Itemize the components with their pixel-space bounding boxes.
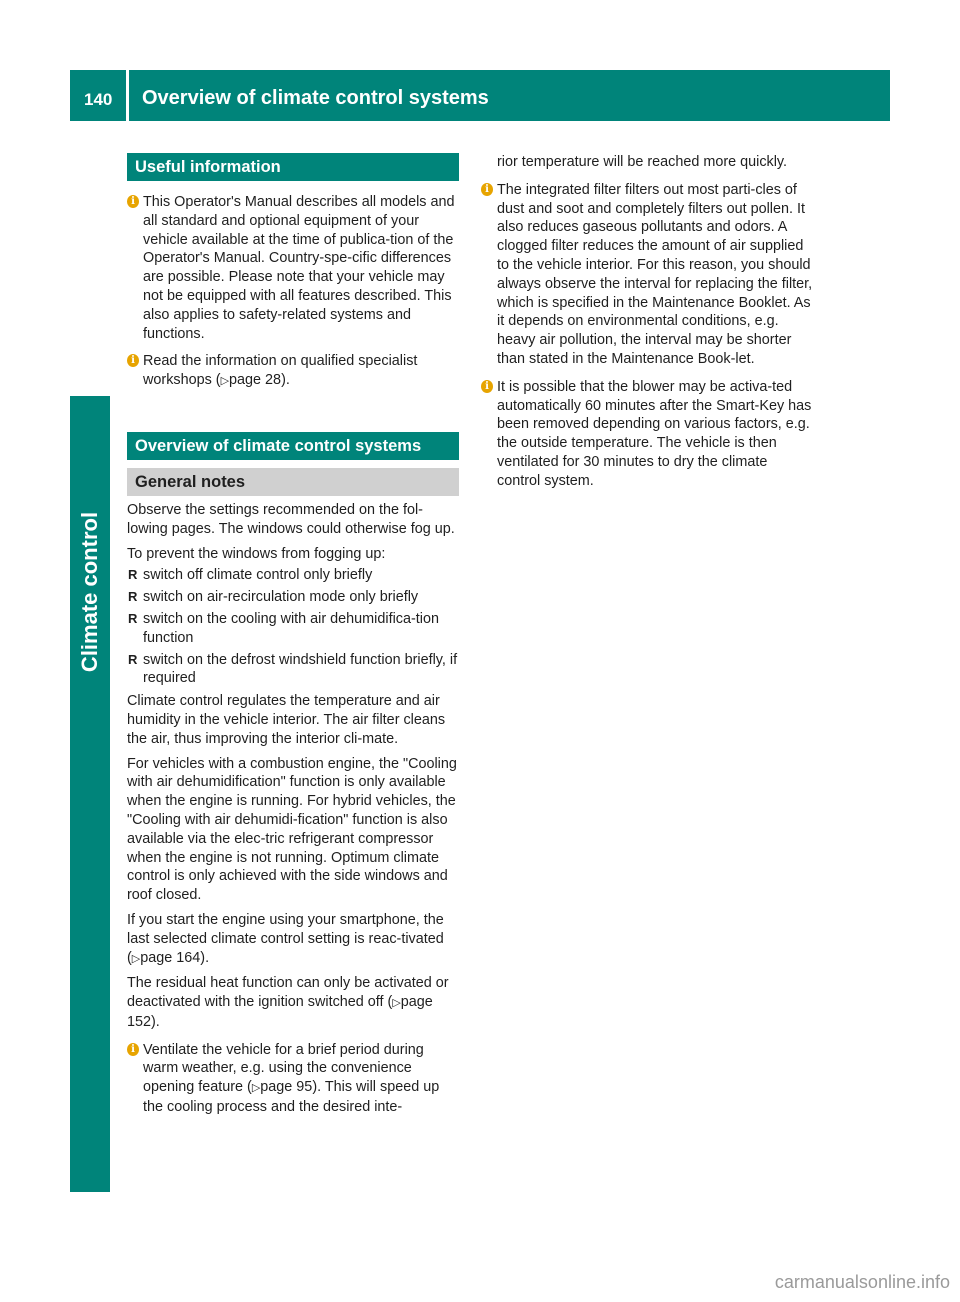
page-header — [70, 70, 890, 121]
info-icon: i — [481, 380, 493, 393]
info-note-continued — [481, 153, 813, 172]
info-text-end: ). This will speed up the cooling process and the desired inte- — [143, 1079, 440, 1116]
header-title: Overview of climate control systems — [142, 87, 489, 109]
paragraph — [127, 974, 459, 1031]
info-note — [481, 378, 813, 491]
info-note — [127, 1041, 459, 1117]
bullet-icon: R — [128, 651, 138, 667]
paragraph-text: The residual heat function can only be activated or deactivated with the ignition switched off ( — [127, 975, 449, 1011]
useful-information-heading: Useful information — [127, 153, 459, 181]
side-tab-gap — [70, 132, 110, 396]
list-item — [127, 651, 459, 689]
info-text-end: ). — [281, 372, 290, 389]
list-item-text: switch off climate control only briefly — [143, 567, 373, 584]
info-text: rior temperature will be reached more quickly. — [497, 154, 788, 170]
info-icon: i — [127, 354, 139, 367]
paragraph: For vehicles with a combustion engine, the "Cooling with air dehumidification" function is only available when the engine is running. For hybrid vehicles, the "Cooling with air dehumidi-fication" function is also available via the elec-tric refrigerant compressor when the engine is not running. Optimum climate control is only achieved with the side windows and roof closed. — [127, 755, 457, 904]
paragraph-text-end: ). — [200, 949, 210, 966]
info-icon: i — [127, 195, 139, 208]
info-text: It is possible that the blower may be activa-ted automatically 60 minutes after the Smart-Key has been removed depending on various factors, e.g. the outside temperature. The vehicle is then ventilated for 30 minutes to dry the climate control system. — [497, 378, 812, 489]
header-divider — [126, 70, 129, 121]
paragraph-text-end: ). — [151, 1013, 160, 1030]
paragraph: To prevent the windows from fogging up: — [127, 545, 386, 562]
info-note — [127, 352, 459, 391]
left-column — [127, 153, 459, 1126]
page-reference-arrow-icon: ▷ — [392, 997, 401, 1010]
side-tab-label: Climate control — [77, 511, 102, 673]
list-item — [127, 588, 459, 607]
right-column — [481, 153, 813, 500]
page-reference-link[interactable]: page 28 — [229, 372, 282, 389]
bullet-icon: R — [128, 589, 138, 605]
page-reference-link[interactable]: page 152 — [127, 994, 433, 1030]
paragraph — [127, 911, 459, 968]
page-number: 140 — [84, 90, 113, 109]
footer-watermark: carmanualsonline.info — [774, 1272, 950, 1292]
page-reference-arrow-icon: ▷ — [220, 375, 230, 388]
info-note — [481, 181, 813, 369]
page-reference-arrow-icon: ▷ — [251, 1082, 261, 1095]
page-reference-link[interactable]: page 164 — [140, 949, 201, 966]
info-text: Ventilate the vehicle for a brief period during warm weather, e.g. using the convenience opening feature ( — [143, 1041, 424, 1096]
info-text: The integrated filter filters out most parti-cles of dust and soot and completely filters out pollen. It also reduces gaseous pollutants and odors. A clogged filter reduces the amount of air supplied to the vehicle interior. For this reason, you should always observe the interval for replacing the filter, which is specified in the Maintenance Booklet. As it depends on environmental conditions, e.g. heavy air pollution, the interval may be shorter than stated in the Maintenance Book-let. — [497, 181, 813, 367]
list-item-text: switch on air-recirculation mode only briefly — [143, 589, 419, 606]
list-item — [127, 566, 459, 585]
paragraph: Observe the settings recommended on the fol-lowing pages. The windows could otherwise fog up. — [127, 501, 455, 537]
list-item-text: switch on the defrost windshield function briefly, if required — [143, 651, 458, 687]
paragraph: Climate control regulates the temperature and air humidity in the vehicle interior. The air filter cleans the air, thus improving the interior cli-mate. — [127, 693, 446, 747]
list-item-text: switch on the cooling with air dehumidifica-tion function — [143, 610, 439, 646]
page-reference-arrow-icon: ▷ — [131, 952, 141, 965]
bullet-icon: R — [128, 567, 138, 583]
page-reference-link[interactable]: page 95 — [260, 1079, 313, 1096]
info-icon: i — [127, 1043, 139, 1056]
bullet-icon: R — [128, 610, 138, 626]
paragraph-text: If you start the engine using your smartphone, the last selected climate control setting is reac-tivated ( — [127, 911, 444, 966]
general-notes-heading: General notes — [127, 468, 459, 496]
info-text: This Operator's Manual describes all models and all standard and optional equipment of your vehicle available at the time of publica-tion of the Operator's Manual. Country-spe-cific differences are possible. Please note that your vehicle may not be equipped with all features described. This also applies to safety-related systems and functions. — [143, 194, 455, 342]
list-item — [127, 610, 459, 648]
overview-heading: Overview of climate control systems — [127, 432, 459, 460]
info-note — [127, 193, 459, 343]
info-text: Read the information on qualified specialist workshops ( — [143, 353, 418, 389]
info-icon: i — [481, 183, 493, 196]
